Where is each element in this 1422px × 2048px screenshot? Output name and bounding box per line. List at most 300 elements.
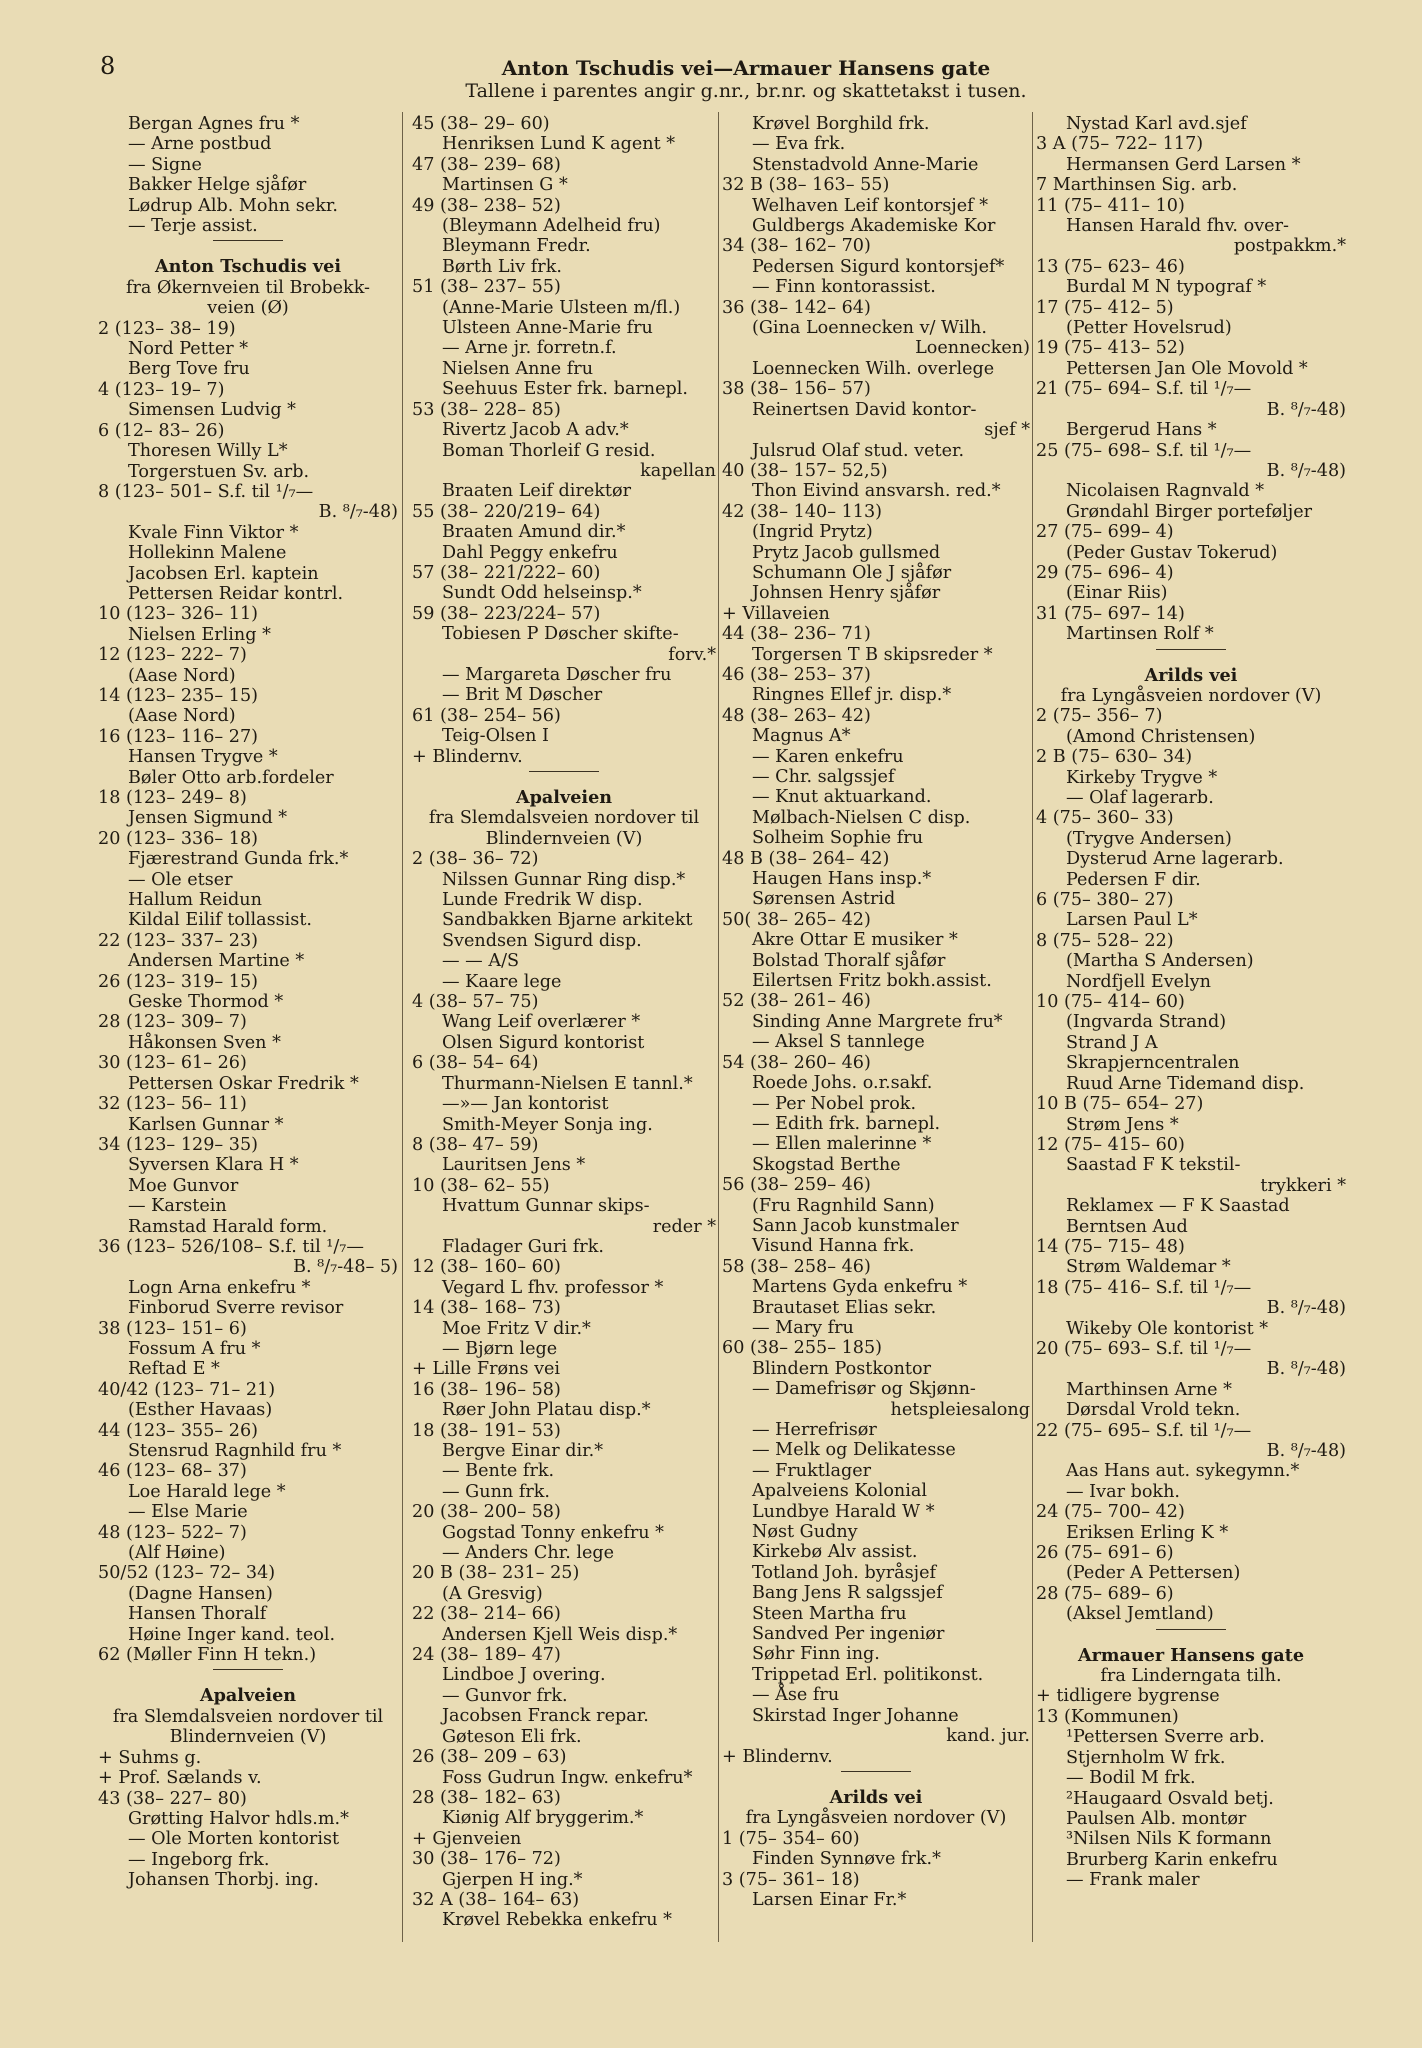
resident-entry: Dørsdal Vrold tekn. <box>1066 1400 1241 1421</box>
resident-entry: Hermansen Gerd Larsen * <box>1066 154 1301 175</box>
section-separator <box>841 1771 911 1772</box>
resident-entry: Pettersen Reidar kontrl. <box>128 583 344 604</box>
resident-entry: (Aase Nord) <box>128 665 236 686</box>
entry-continuation: trykkeri * <box>1260 1175 1346 1196</box>
resident-entry: Henriksen Lund K agent * <box>442 134 676 155</box>
resident-entry: Bolstad Thoralf sjåfør <box>752 950 946 971</box>
resident-entry: Geske Thormod * <box>128 992 284 1013</box>
column-divider <box>718 112 719 1942</box>
resident-entry: (Ingvarda Strand) <box>1066 1012 1227 1033</box>
resident-entry: — Signe <box>128 154 202 175</box>
entry-continuation: kand. jur. <box>946 1726 1030 1747</box>
resident-entry: Larsen Paul L* <box>1066 910 1198 931</box>
resident-entry: Braaten Amund dir.* <box>442 522 626 543</box>
street-description: fra Lyngåsveien nordover (V) <box>1060 685 1322 706</box>
resident-entry: Stjernholm W frk. <box>1066 1747 1226 1768</box>
address-entry: 24 (38– 189– 47) <box>412 1645 561 1666</box>
address-entry: 61 (38– 254– 56) <box>412 705 561 726</box>
address-entry: 18 (38– 191– 53) <box>412 1420 561 1441</box>
resident-entry: — Margareta Døscher fru <box>442 664 672 685</box>
resident-entry: Saastad F K tekstil- <box>1066 1155 1241 1176</box>
street-description: fra Slemdalsveien nordover til <box>428 808 700 829</box>
address-entry: 2 B (75– 630– 34) <box>1036 747 1193 768</box>
resident-entry: Reklamex — F K Saastad <box>1066 1196 1290 1217</box>
street-heading: Apalveien <box>199 1685 297 1707</box>
entry-continuation: B. ⁸/₇-48) <box>318 502 398 523</box>
resident-entry: Thurmann-Nielsen E tannl.* <box>442 1073 693 1094</box>
resident-entry: Martinsen G * <box>442 175 568 196</box>
address-entry: 60 (38– 255– 185) <box>722 1338 883 1359</box>
resident-entry: Kirkeby Trygve * <box>1066 767 1218 788</box>
resident-entry: Hansen Trygve * <box>128 747 278 768</box>
address-entry: 62 (Møller Finn H tekn.) <box>98 1645 317 1666</box>
address-entry: 28 (75– 689– 6) <box>1036 1583 1174 1604</box>
resident-entry: ¹Pettersen Sverre arb. <box>1066 1727 1265 1748</box>
address-entry: 22 (75– 695– S.f. til ¹/₇— <box>1036 1420 1252 1441</box>
address-entry: 28 (38– 182– 63) <box>412 1787 561 1808</box>
address-entry: + Blindernv. <box>722 1746 833 1767</box>
resident-entry: Johnsen Henry sjåfør <box>752 583 941 604</box>
resident-entry: Hallum Reidun <box>128 890 262 911</box>
address-entry: 40 (38– 157– 52,5) <box>722 460 888 481</box>
resident-entry: — Chr. salgssjef <box>752 767 895 787</box>
resident-entry: Haugen Hans insp.* <box>752 869 932 890</box>
address-entry: 58 (38– 258– 46) <box>722 1256 871 1277</box>
resident-entry: — Ole Morten kontorist <box>128 1829 340 1850</box>
address-entry: 40/42 (123– 71– 21) <box>98 1379 276 1400</box>
address-entry: 44 (38– 236– 71) <box>722 624 871 645</box>
resident-entry: (Peder Gustav Tokerud) <box>1066 542 1278 563</box>
address-entry: 14 (123– 235– 15) <box>98 685 259 706</box>
resident-entry: Rivertz Jacob A adv.* <box>442 420 629 441</box>
address-entry: 32 B (38– 163– 55) <box>722 175 890 196</box>
street-description: Blindernveien (V) <box>485 828 643 849</box>
address-entry: 52 (38– 261– 46) <box>722 991 871 1012</box>
resident-entry: Prytz Jacob gullsmed <box>752 542 941 563</box>
address-entry: 6 (75– 380– 27) <box>1036 890 1174 911</box>
resident-entry: (Trygve Andersen) <box>1066 828 1232 849</box>
resident-entry: — Aksel S tannlege <box>752 1032 925 1053</box>
resident-entry: Grøtting Halvor hdls.m.* <box>128 1808 349 1829</box>
address-entry: 4 (75– 360– 33) <box>1036 808 1174 829</box>
entry-continuation: B. ⁸/₇-48) <box>1266 1359 1346 1380</box>
column-4 <box>1036 114 1346 1891</box>
resident-entry: Gjerpen H ing.* <box>442 1869 583 1890</box>
resident-entry: Røer John Platau disp.* <box>442 1400 651 1421</box>
entry-continuation: forv.* <box>668 644 716 665</box>
column-divider <box>402 112 403 1942</box>
resident-entry: ²Haugaard Osvald betj. <box>1066 1788 1274 1809</box>
entry-continuation: kapellan <box>640 460 716 481</box>
resident-entry: Lunde Fredrik W disp. <box>442 890 643 911</box>
resident-entry: Skirstad Inger Johanne <box>752 1705 959 1726</box>
address-entry: 50( 38– 265– 42) <box>722 909 871 930</box>
street-heading: Arilds vei <box>1144 664 1238 686</box>
address-entry: 14 (75– 715– 48) <box>1036 1236 1185 1257</box>
address-entry: 43 (38– 227– 80) <box>98 1788 247 1809</box>
resident-entry: Gøteson Eli frk. <box>442 1726 582 1747</box>
entry-continuation: B. ⁸/₇-48) <box>1266 399 1346 420</box>
resident-entry: — Fruktlager <box>752 1460 872 1481</box>
address-entry: 47 (38– 239– 68) <box>412 154 561 175</box>
address-entry: 21 (75– 694– S.f. til ¹/₇— <box>1036 379 1252 400</box>
resident-entry: Wang Leif overlærer * <box>442 1012 641 1033</box>
resident-entry: Guldbergs Akademiske Kor <box>752 216 996 237</box>
column-2 <box>412 114 716 1931</box>
resident-entry: — Kaare lege <box>442 971 562 992</box>
resident-entry: Solheim Sophie fru <box>752 828 924 849</box>
resident-entry: Visund Hanna frk. <box>752 1236 915 1257</box>
resident-entry: Brautaset Elias sekr. <box>752 1297 937 1318</box>
resident-entry: Burdal M N typograf * <box>1066 277 1267 298</box>
resident-entry: Loe Harald lege * <box>128 1481 286 1502</box>
resident-entry: Jacobsen Franck repar. <box>442 1706 649 1727</box>
resident-entry: (A Gresvig) <box>442 1583 543 1604</box>
resident-entry: Martinsen Rolf * <box>1066 624 1214 645</box>
address-entry: 1 (75– 354– 60) <box>722 1828 860 1849</box>
address-entry: 2 (123– 38– 19) <box>98 318 236 339</box>
address-entry: 13 (Kommunen) <box>1036 1706 1179 1727</box>
address-entry: 2 (75– 356– 7) <box>1036 706 1163 727</box>
resident-entry: Akre Ottar E musiker * <box>752 930 958 951</box>
resident-entry: Moe Gunvor <box>128 1175 239 1196</box>
resident-entry: Berg Tove fru <box>128 359 250 380</box>
page-number: 8 <box>100 52 116 80</box>
resident-entry: Nordfjell Evelyn <box>1066 971 1211 992</box>
resident-entry: Sann Jacob kunstmaler <box>752 1215 959 1236</box>
resident-entry: Foss Gudrun Ingw. enkefru* <box>442 1767 693 1788</box>
resident-entry: Finborud Sverre revisor <box>128 1298 344 1319</box>
street-description: fra Lyngåsveien nordover (V) <box>745 1808 1007 1829</box>
street-heading: Apalveien <box>515 787 613 808</box>
resident-entry: Moe Fritz V dir.* <box>442 1318 591 1339</box>
resident-entry: Gogstad Tonny enkefru * <box>442 1522 664 1543</box>
address-entry: 12 (75– 415– 60) <box>1036 1134 1185 1155</box>
street-description: fra Økernveien til Brobekk- <box>125 277 371 298</box>
address-entry: 8 (123– 501– S.f. til ¹/₇— <box>98 481 314 502</box>
resident-entry: Aas Hans aut. sykegymn.* <box>1066 1461 1300 1482</box>
resident-entry: — Gunvor frk. <box>442 1685 568 1706</box>
address-entry: 32 A (38– 164– 63) <box>412 1889 580 1910</box>
resident-entry: —»— Jan kontorist <box>442 1094 609 1115</box>
resident-entry: — Ellen malerinne * <box>752 1134 932 1155</box>
street-heading: Anton Tschudis vei <box>154 256 341 278</box>
resident-entry: Torgersen T B skipsreder * <box>752 644 993 665</box>
resident-entry: Sandbakken Bjarne arkitekt <box>442 910 693 931</box>
resident-entry: Lauritsen Jens * <box>442 1155 586 1176</box>
address-entry: 20 (38– 200– 58) <box>412 1502 561 1523</box>
address-entry: 42 (38– 140– 113) <box>722 501 883 522</box>
resident-entry: Andersen Kjell Weis disp.* <box>442 1624 678 1645</box>
resident-entry: Mølbach-Nielsen C disp. <box>752 807 971 828</box>
address-entry: 14 (38– 168– 73) <box>412 1298 561 1319</box>
resident-entry: Skogstad Berthe <box>752 1154 901 1175</box>
resident-entry: Bergan Agnes fru * <box>128 114 300 134</box>
resident-entry: Stensrud Ragnhild fru * <box>128 1441 342 1461</box>
resident-entry: (Dagne Hansen) <box>128 1583 273 1604</box>
address-entry: 31 (75– 697– 14) <box>1036 603 1185 624</box>
address-entry: 22 (38– 214– 66) <box>412 1604 561 1625</box>
resident-entry: Pedersen F dir. <box>1066 869 1201 890</box>
resident-entry: Strøm Jens * <box>1066 1114 1179 1135</box>
address-entry: 29 (75– 696– 4) <box>1036 562 1174 583</box>
resident-entry: Pedersen Sigurd kontorsjef* <box>752 256 1005 277</box>
resident-entry: (Peder A Pettersen) <box>1066 1563 1241 1584</box>
address-entry: 28 (123– 309– 7) <box>98 1012 247 1033</box>
resident-entry: Vegard L fhv. professor * <box>442 1277 664 1298</box>
address-entry: 30 (38– 176– 72) <box>412 1849 561 1870</box>
resident-entry: Bang Jens R salgssjef <box>752 1583 943 1604</box>
section-separator <box>529 771 599 772</box>
resident-entry: Dahl Peggy enkefru <box>442 542 618 563</box>
resident-entry: Schumann Ole J sjåfør <box>752 562 952 583</box>
address-entry: 56 (38– 259– 46) <box>722 1175 871 1196</box>
resident-entry: Bergve Einar dir.* <box>442 1441 604 1461</box>
resident-entry: (Aksel Jemtland) <box>1066 1604 1214 1625</box>
resident-entry: Ramstad Harald form. <box>128 1216 328 1237</box>
resident-entry: — Karen enkefru <box>752 746 904 767</box>
resident-entry: Paulsen Alb. montør <box>1066 1808 1247 1829</box>
entry-continuation: B. ⁸/₇-48) <box>1266 460 1346 481</box>
address-entry: 19 (75– 413– 52) <box>1036 338 1185 359</box>
address-entry: + Suhms g. <box>98 1747 202 1768</box>
resident-entry: Wikeby Ole kontorist * <box>1066 1318 1269 1339</box>
column-divider <box>1032 112 1033 1942</box>
resident-entry: Kiønig Alf bryggerim.* <box>442 1808 644 1829</box>
resident-entry: Thoresen Willy L* <box>128 441 288 462</box>
address-entry: 13 (75– 623– 46) <box>1036 256 1185 277</box>
resident-entry: (Bleymann Adelheid fru) <box>442 216 661 237</box>
resident-entry: ³Nilsen Nils K formann <box>1066 1829 1272 1850</box>
entry-continuation: postpakkm.* <box>1233 236 1346 257</box>
resident-entry: Boman Thorleif G resid. <box>442 440 656 461</box>
resident-entry: Sørensen Astrid <box>752 889 896 910</box>
resident-entry: Kvale Finn Viktor * <box>128 522 299 543</box>
resident-entry: Pettersen Oskar Fredrik * <box>128 1073 359 1094</box>
resident-entry: Fossum A fru * <box>128 1338 261 1359</box>
resident-entry: Lindboe J overing. <box>442 1665 606 1686</box>
resident-entry: Roede Johs. o.r.sakf. <box>752 1073 933 1094</box>
resident-entry: Kildal Eilif tollassist. <box>128 910 312 931</box>
address-entry: 34 (123– 129– 35) <box>98 1134 259 1155</box>
address-entry: 46 (123– 68– 37) <box>98 1461 247 1482</box>
address-entry: 3 A (75– 722– 117) <box>1036 134 1204 155</box>
address-entry: 17 (75– 412– 5) <box>1036 297 1174 318</box>
resident-entry: Sundt Odd helseinsp.* <box>442 583 642 604</box>
resident-entry: Logn Arna enkefru * <box>128 1277 311 1298</box>
address-entry: 26 (75– 691– 6) <box>1036 1543 1174 1564</box>
resident-entry: — Gunn frk. <box>442 1481 551 1502</box>
resident-entry: Julsrud Olaf stud. veter. <box>752 440 965 461</box>
street-description: fra Slemdalsveien nordover til <box>112 1706 384 1727</box>
resident-entry: Reftad E * <box>128 1359 220 1380</box>
address-entry: + Blindernv. <box>412 746 523 767</box>
resident-entry: Krøvel Rebekka enkefru * <box>442 1910 672 1931</box>
resident-entry: Teig-Olsen I <box>442 726 549 747</box>
resident-entry: (Aase Nord) <box>128 706 236 727</box>
address-entry: 8 (75– 528– 22) <box>1036 930 1174 951</box>
resident-entry: Ruud Arne Tidemand disp. <box>1066 1073 1305 1094</box>
resident-entry: Nøst Gudny <box>752 1522 858 1543</box>
street-description: fra Linderngata tilh. <box>1100 1666 1282 1687</box>
address-entry: 45 (38– 29– 60) <box>412 114 550 134</box>
resident-entry: Eilertsen Fritz bokh.assist. <box>752 971 992 992</box>
address-entry: 20 (75– 693– S.f. til ¹/₇— <box>1036 1338 1252 1359</box>
resident-entry: — Herrefrisør <box>752 1420 877 1440</box>
address-entry: 12 (38– 160– 60) <box>412 1257 561 1278</box>
resident-entry: Strand J A <box>1066 1032 1158 1053</box>
resident-entry: — Damefrisør og Skjønn- <box>752 1379 976 1400</box>
resident-entry: Hollekinn Malene <box>128 543 287 564</box>
address-entry: + Villaveien <box>722 603 830 624</box>
resident-entry: Brurberg Karin enkefru <box>1066 1849 1278 1870</box>
resident-entry: — Arne jr. forretn.f. <box>442 338 617 359</box>
resident-entry: Magnus A* <box>752 726 851 747</box>
resident-entry: — Ivar bokh. <box>1066 1481 1181 1502</box>
street-description: Blindernveien (V) <box>169 1727 327 1748</box>
column-3 <box>722 114 1030 1910</box>
resident-entry: Strøm Waldemar * <box>1066 1257 1231 1278</box>
resident-entry: Hansen Thoralf <box>128 1604 267 1625</box>
address-entry: 55 (38– 220/219– 64) <box>412 501 601 522</box>
resident-entry: Ulsteen Anne-Marie fru <box>442 318 653 339</box>
resident-entry: (Martha S Andersen) <box>1066 951 1254 972</box>
address-entry: 20 B (38– 231– 25) <box>412 1563 580 1584</box>
page-title: Anton Tschudis vei—Armauer Hansens gate <box>501 56 991 80</box>
resident-entry: — Else Marie <box>128 1502 248 1523</box>
resident-entry: Sandved Per ingeniør <box>752 1624 945 1645</box>
resident-entry: Bergerud Hans * <box>1066 420 1217 441</box>
address-entry: + tidligere bygrense <box>1036 1686 1220 1707</box>
resident-entry: (Ingrid Prytz) <box>752 522 873 543</box>
address-entry: 10 B (75– 654– 27) <box>1036 1094 1204 1115</box>
resident-entry: Smith-Meyer Sonja ing. <box>442 1114 653 1135</box>
resident-entry: Børth Liv frk. <box>442 256 562 277</box>
resident-entry: (Einar Riis) <box>1066 583 1168 604</box>
resident-entry: Fjærestrand Gunda frk.* <box>128 849 349 870</box>
resident-entry: Apalveiens Kolonial <box>752 1481 927 1502</box>
resident-entry: Lundbye Harald W * <box>752 1501 935 1522</box>
entry-continuation: sjef * <box>984 420 1030 441</box>
resident-entry: Håkonsen Sven * <box>128 1032 281 1053</box>
resident-entry: — Eva frk. <box>752 134 846 155</box>
address-entry: 25 (75– 698– S.f. til ¹/₇— <box>1036 440 1252 461</box>
column-1 <box>98 114 398 1891</box>
resident-entry: — Knut aktuarkand. <box>752 787 932 808</box>
address-entry: 18 (123– 249– 8) <box>98 788 247 808</box>
resident-entry: — Per Nobel prok. <box>752 1093 917 1114</box>
resident-entry: Bleymann Fredr. <box>442 236 591 257</box>
address-entry: 51 (38– 237– 55) <box>412 277 561 298</box>
resident-entry: (Anne-Marie Ulsteen m/fl.) <box>442 297 681 318</box>
address-entry: 2 (38– 36– 72) <box>412 849 539 870</box>
address-entry: 48 (123– 522– 7) <box>98 1522 247 1543</box>
address-entry: 44 (123– 355– 26) <box>98 1420 259 1441</box>
resident-entry: Fladager Guri frk. <box>442 1236 604 1257</box>
resident-entry: Nord Petter * <box>128 339 249 360</box>
resident-entry: Kirkebø Alv assist. <box>752 1542 918 1563</box>
address-entry: 30 (123– 61– 26) <box>98 1053 247 1074</box>
resident-entry: Nielsen Anne fru <box>442 358 594 379</box>
street-description: veien (Ø) <box>207 298 289 319</box>
address-entry: 10 (123– 326– 11) <box>98 604 259 625</box>
resident-entry: — Anders Chr. lege <box>442 1543 615 1564</box>
resident-entry: — Edith frk. barnepl. <box>752 1113 941 1134</box>
resident-entry: Blindern Postkontor <box>752 1358 931 1379</box>
address-entry: 53 (38– 228– 85) <box>412 399 561 420</box>
address-entry: 26 (38– 209 – 63) <box>412 1747 567 1768</box>
resident-entry: — Mary fru <box>752 1317 854 1338</box>
address-entry: 22 (123– 337– 23) <box>98 930 259 951</box>
resident-entry: (Amond Christensen) <box>1066 726 1256 747</box>
resident-entry: Eriksen Erling K * <box>1066 1522 1229 1543</box>
resident-entry: Stenstadvold Anne-Marie <box>752 154 979 175</box>
resident-entry: Sinding Anne Margrete fru* <box>752 1011 1003 1032</box>
address-entry: 4 (38– 57– 75) <box>412 992 539 1013</box>
address-entry: 34 (38– 162– 70) <box>722 236 871 257</box>
resident-entry: Totland Joh. byråsjef <box>752 1562 937 1583</box>
resident-entry: — Frank maler <box>1066 1870 1200 1891</box>
resident-entry: (Alf Høine) <box>128 1543 226 1564</box>
resident-entry: — Karstein <box>128 1196 227 1217</box>
resident-entry: Olsen Sigurd kontorist <box>442 1032 645 1053</box>
address-entry: 6 (38– 54– 64) <box>412 1053 539 1074</box>
address-entry: 11 (75– 411– 10) <box>1036 195 1185 216</box>
resident-entry: — Bjørn lege <box>442 1338 558 1359</box>
resident-entry: — Åse fru <box>752 1685 840 1706</box>
resident-entry: Welhaven Leif kontorsjef * <box>752 195 989 216</box>
resident-entry: Simensen Ludvig * <box>128 400 296 421</box>
resident-entry: — — A/S <box>442 951 520 972</box>
resident-entry: Martens Gyda enkefru * <box>752 1277 968 1298</box>
entry-continuation: Loennecken) <box>915 338 1030 359</box>
resident-entry: Nielsen Erling * <box>128 624 271 645</box>
resident-entry: Karlsen Gunnar * <box>128 1114 284 1135</box>
address-entry: 3 (75– 361– 18) <box>722 1869 860 1890</box>
resident-entry: Berntsen Aud <box>1066 1216 1188 1237</box>
resident-entry: Steen Martha fru <box>752 1603 907 1624</box>
street-heading: Armauer Hansens gate <box>1077 1644 1305 1666</box>
address-entry: 27 (75– 699– 4) <box>1036 522 1174 543</box>
resident-entry: Thon Eivind ansvarsh. red.* <box>752 481 1001 502</box>
address-entry: 26 (123– 319– 15) <box>98 971 259 992</box>
address-entry: 10 (75– 414– 60) <box>1036 992 1185 1013</box>
address-entry: 48 B (38– 264– 42) <box>722 848 890 869</box>
resident-entry: Andersen Martine * <box>128 951 305 972</box>
address-entry: 49 (38– 238– 52) <box>412 195 561 216</box>
address-entry: + Gjenveien <box>412 1828 522 1849</box>
address-entry: 50/52 (123– 72– 34) <box>98 1563 276 1584</box>
resident-entry: Torgerstuen Sv. arb. <box>128 461 310 482</box>
address-entry: 4 (123– 19– 7) <box>98 379 225 400</box>
resident-entry: Lødrup Alb. Mohn sekr. <box>128 195 338 216</box>
resident-entry: — Melk og Delikatesse <box>752 1440 956 1461</box>
address-entry: 12 (123– 222– 7) <box>98 645 247 666</box>
address-entry: 36 (123– 526/108– S.f. til ¹/₇— <box>98 1236 364 1257</box>
resident-entry: — Brit M Døscher <box>442 685 603 706</box>
address-entry: 54 (38– 260– 46) <box>722 1052 871 1073</box>
resident-entry: Larsen Einar Fr.* <box>752 1889 907 1910</box>
resident-entry: Dysterud Arne lagerarb. <box>1066 849 1284 870</box>
resident-entry: Høine Inger kand. teol. <box>128 1624 336 1645</box>
entry-continuation: B. ⁸/₇-48) <box>1266 1298 1346 1319</box>
section-separator <box>213 1669 283 1670</box>
entry-continuation: hetspleiesalong <box>890 1399 1030 1420</box>
resident-entry: (Esther Havaas) <box>128 1400 273 1421</box>
resident-entry: Hansen Harald fhv. over- <box>1066 216 1289 237</box>
resident-entry: Syversen Klara H * <box>128 1155 299 1176</box>
resident-entry: — Terje assist. <box>128 216 258 237</box>
